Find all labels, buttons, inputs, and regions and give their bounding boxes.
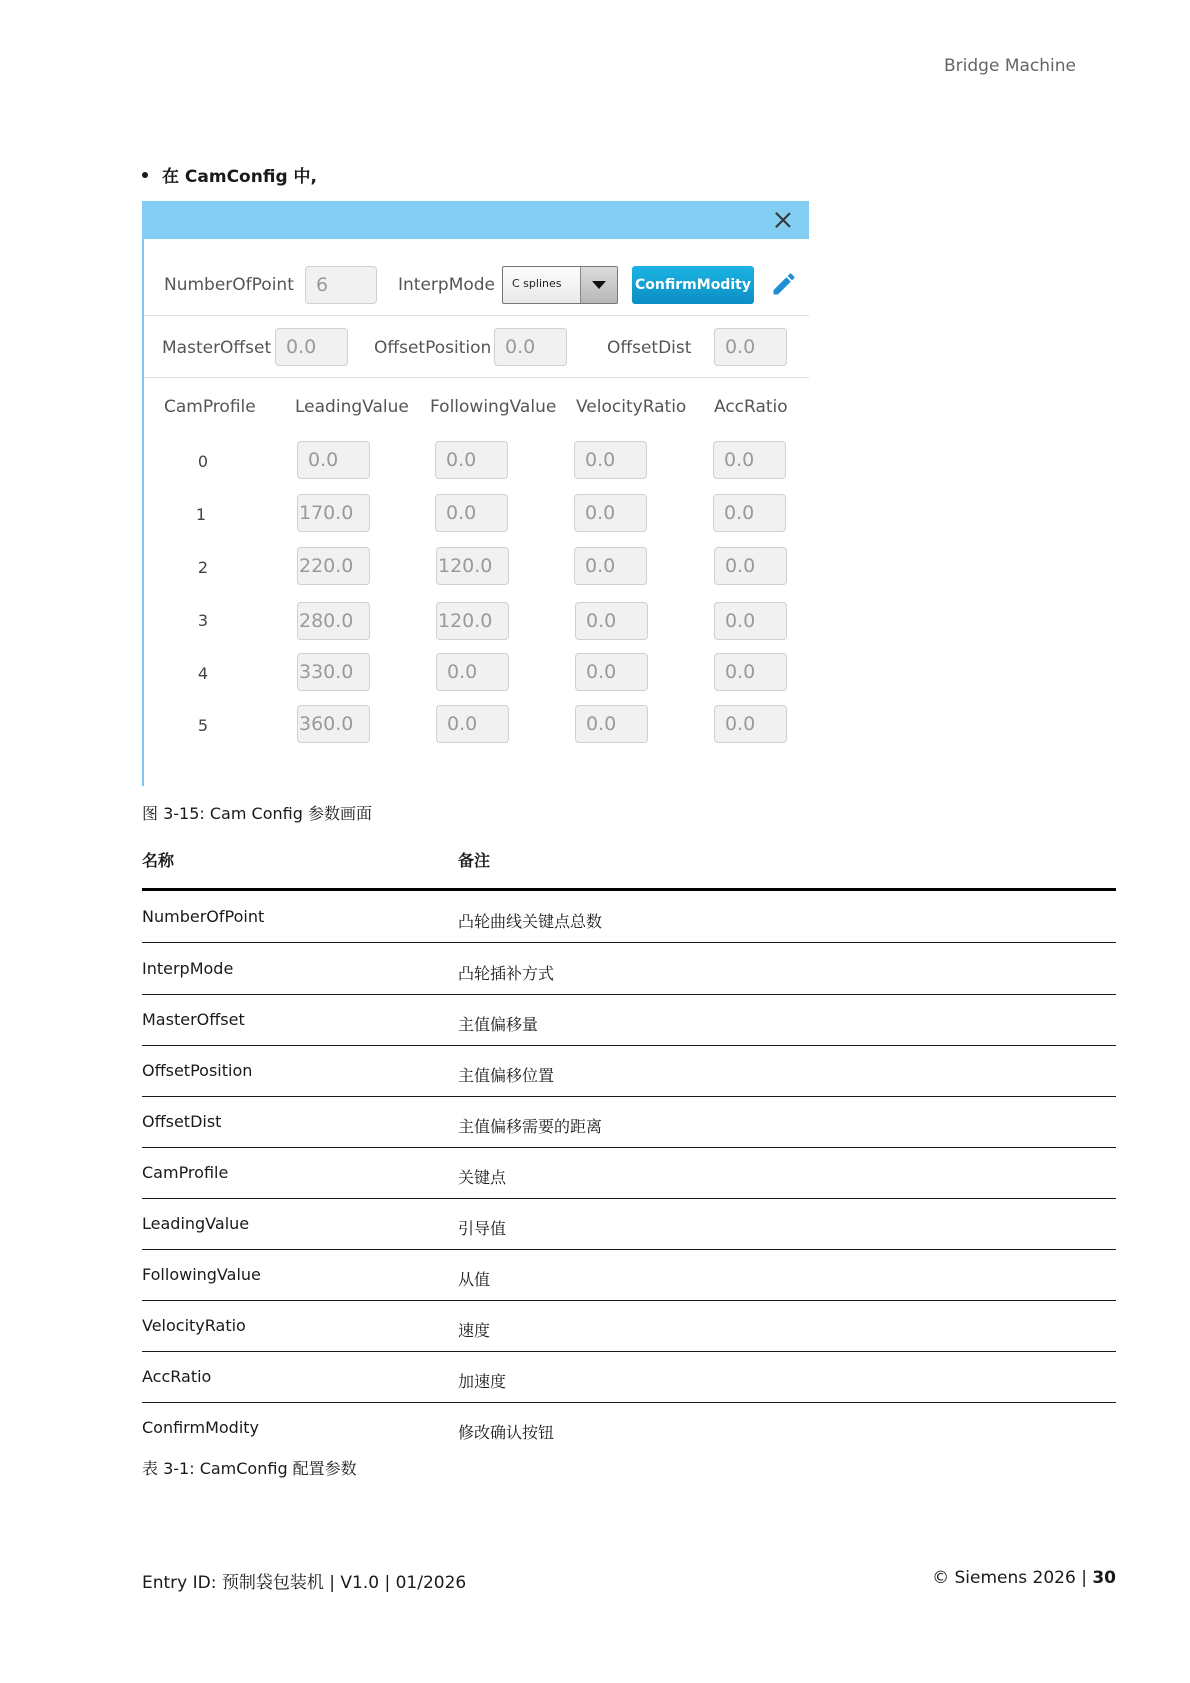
velocity-ratio-input[interactable]: 0.0 <box>574 441 647 479</box>
table-row <box>142 994 1116 1046</box>
leading-value-input[interactable]: 170.0 <box>297 494 370 532</box>
following-value-input[interactable]: 0.0 <box>435 441 508 479</box>
bullet-dot <box>142 172 148 178</box>
velocity-ratio-input[interactable]: 0.0 <box>575 653 648 691</box>
acc-ratio-input[interactable]: 0.0 <box>714 547 787 585</box>
table-row <box>142 1045 1116 1097</box>
dialog-left-border <box>142 239 144 786</box>
column-header-followingvalue: FollowingValue <box>430 397 557 417</box>
dropdown-arrow-icon[interactable] <box>580 267 617 303</box>
table-row <box>142 1300 1116 1352</box>
camprofile-index: 3 <box>197 611 209 630</box>
offset-position-input[interactable]: 0.0 <box>494 328 567 366</box>
following-value-input[interactable]: 0.0 <box>436 653 509 691</box>
table-row <box>142 943 1116 995</box>
camprofile-index: 0 <box>197 452 209 471</box>
interp-mode-label: InterpMode <box>398 275 496 295</box>
velocity-ratio-input[interactable]: 0.0 <box>575 602 648 640</box>
footer-entry-id: Entry ID: 预制袋包装机 | V1.0 | 01/2026 <box>142 1573 467 1593</box>
table-row <box>142 891 1116 943</box>
interp-mode-select[interactable] <box>502 266 618 304</box>
param-name: NumberOfPoint <box>142 907 265 926</box>
following-value-input[interactable]: 0.0 <box>436 705 509 743</box>
param-name: OffsetDist <box>142 1112 222 1131</box>
param-note: 从值 <box>458 1270 491 1289</box>
param-note: 速度 <box>458 1321 491 1340</box>
close-icon[interactable] <box>771 208 795 232</box>
offset-dist-input[interactable]: 0.0 <box>714 328 787 366</box>
param-note: 主值偏移量 <box>458 1015 539 1034</box>
leading-value-input[interactable]: 0.0 <box>297 441 370 479</box>
column-header-velocityratio: VelocityRatio <box>576 397 687 417</box>
leading-value-input[interactable]: 280.0 <box>297 602 370 640</box>
running-header: Bridge Machine <box>944 56 1076 76</box>
param-note: 主值偏移位置 <box>458 1066 555 1085</box>
offset-position-label: OffsetPosition <box>374 338 492 358</box>
acc-ratio-input[interactable]: 0.0 <box>713 441 786 479</box>
camprofile-index: 5 <box>197 716 209 735</box>
acc-ratio-input[interactable]: 0.0 <box>714 705 787 743</box>
following-value-input[interactable]: 120.0 <box>436 547 509 585</box>
dialog-titlebar <box>142 201 809 239</box>
intro-bullet <box>142 162 317 187</box>
intro-bullet-text: 在 CamConfig 中, <box>162 167 317 187</box>
master-offset-label: MasterOffset <box>162 338 272 358</box>
table-row <box>142 1147 1116 1199</box>
master-offset-input[interactable]: 0.0 <box>275 328 348 366</box>
number-of-point-label: NumberOfPoint <box>164 275 294 295</box>
param-name: MasterOffset <box>142 1010 245 1029</box>
velocity-ratio-input[interactable]: 0.0 <box>575 705 648 743</box>
param-note: 凸轮曲线关键点总数 <box>458 912 603 931</box>
confirm-modity-button[interactable]: ConfirmModity <box>632 266 754 304</box>
param-name: CamProfile <box>142 1163 229 1182</box>
param-name: FollowingValue <box>142 1265 261 1284</box>
number-of-point-input[interactable]: 6 <box>305 266 377 304</box>
param-note: 加速度 <box>458 1372 507 1391</box>
leading-value-input[interactable]: 360.0 <box>297 705 370 743</box>
table-caption: 表 3-1: CamConfig 配置参数 <box>142 1459 357 1478</box>
table-row <box>142 1096 1116 1148</box>
table-row <box>142 1249 1116 1301</box>
param-note: 引导值 <box>458 1219 507 1238</box>
interp-mode-value: C splines <box>512 277 562 290</box>
table-header-note: 备注 <box>458 851 491 870</box>
table-row <box>142 1402 1116 1453</box>
param-note: 主值偏移需要的距离 <box>458 1117 603 1136</box>
param-note: 凸轮插补方式 <box>458 964 555 983</box>
offset-dist-label: OffsetDist <box>607 338 692 358</box>
leading-value-input[interactable]: 220.0 <box>297 547 370 585</box>
edit-pencil-icon[interactable] <box>770 270 798 298</box>
table-row <box>142 1198 1116 1250</box>
following-value-input[interactable]: 0.0 <box>435 494 508 532</box>
acc-ratio-input[interactable]: 0.0 <box>714 653 787 691</box>
following-value-input[interactable]: 120.0 <box>436 602 509 640</box>
param-name: VelocityRatio <box>142 1316 246 1335</box>
velocity-ratio-input[interactable]: 0.0 <box>574 547 647 585</box>
table-row <box>142 1351 1116 1403</box>
footer-copyright <box>932 1568 1116 1588</box>
camprofile-index: 2 <box>197 558 209 577</box>
column-header-leadingvalue: LeadingValue <box>295 397 409 417</box>
acc-ratio-input[interactable]: 0.0 <box>714 602 787 640</box>
leading-value-input[interactable]: 330.0 <box>297 653 370 691</box>
camprofile-index: 4 <box>197 664 209 683</box>
acc-ratio-input[interactable]: 0.0 <box>713 494 786 532</box>
velocity-ratio-input[interactable]: 0.0 <box>574 494 647 532</box>
param-note: 修改确认按钮 <box>458 1423 555 1442</box>
param-name: InterpMode <box>142 959 234 978</box>
param-name: ConfirmModity <box>142 1418 259 1437</box>
param-name: OffsetPosition <box>142 1061 253 1080</box>
param-note: 关键点 <box>458 1168 507 1187</box>
figure-caption: 图 3-15: Cam Config 参数画面 <box>142 804 372 823</box>
table-header-name: 名称 <box>142 851 175 870</box>
camprofile-index: 1 <box>195 505 207 524</box>
dialog-separator-1 <box>144 315 809 316</box>
copyright-text: © Siemens 2026 | <box>932 1568 1087 1588</box>
param-name: AccRatio <box>142 1367 212 1386</box>
column-header-accratio: AccRatio <box>714 397 788 417</box>
dialog-separator-2 <box>144 377 809 378</box>
page-number: 30 <box>1092 1568 1116 1588</box>
param-name: LeadingValue <box>142 1214 250 1233</box>
column-header-camprofile: CamProfile <box>164 397 256 417</box>
